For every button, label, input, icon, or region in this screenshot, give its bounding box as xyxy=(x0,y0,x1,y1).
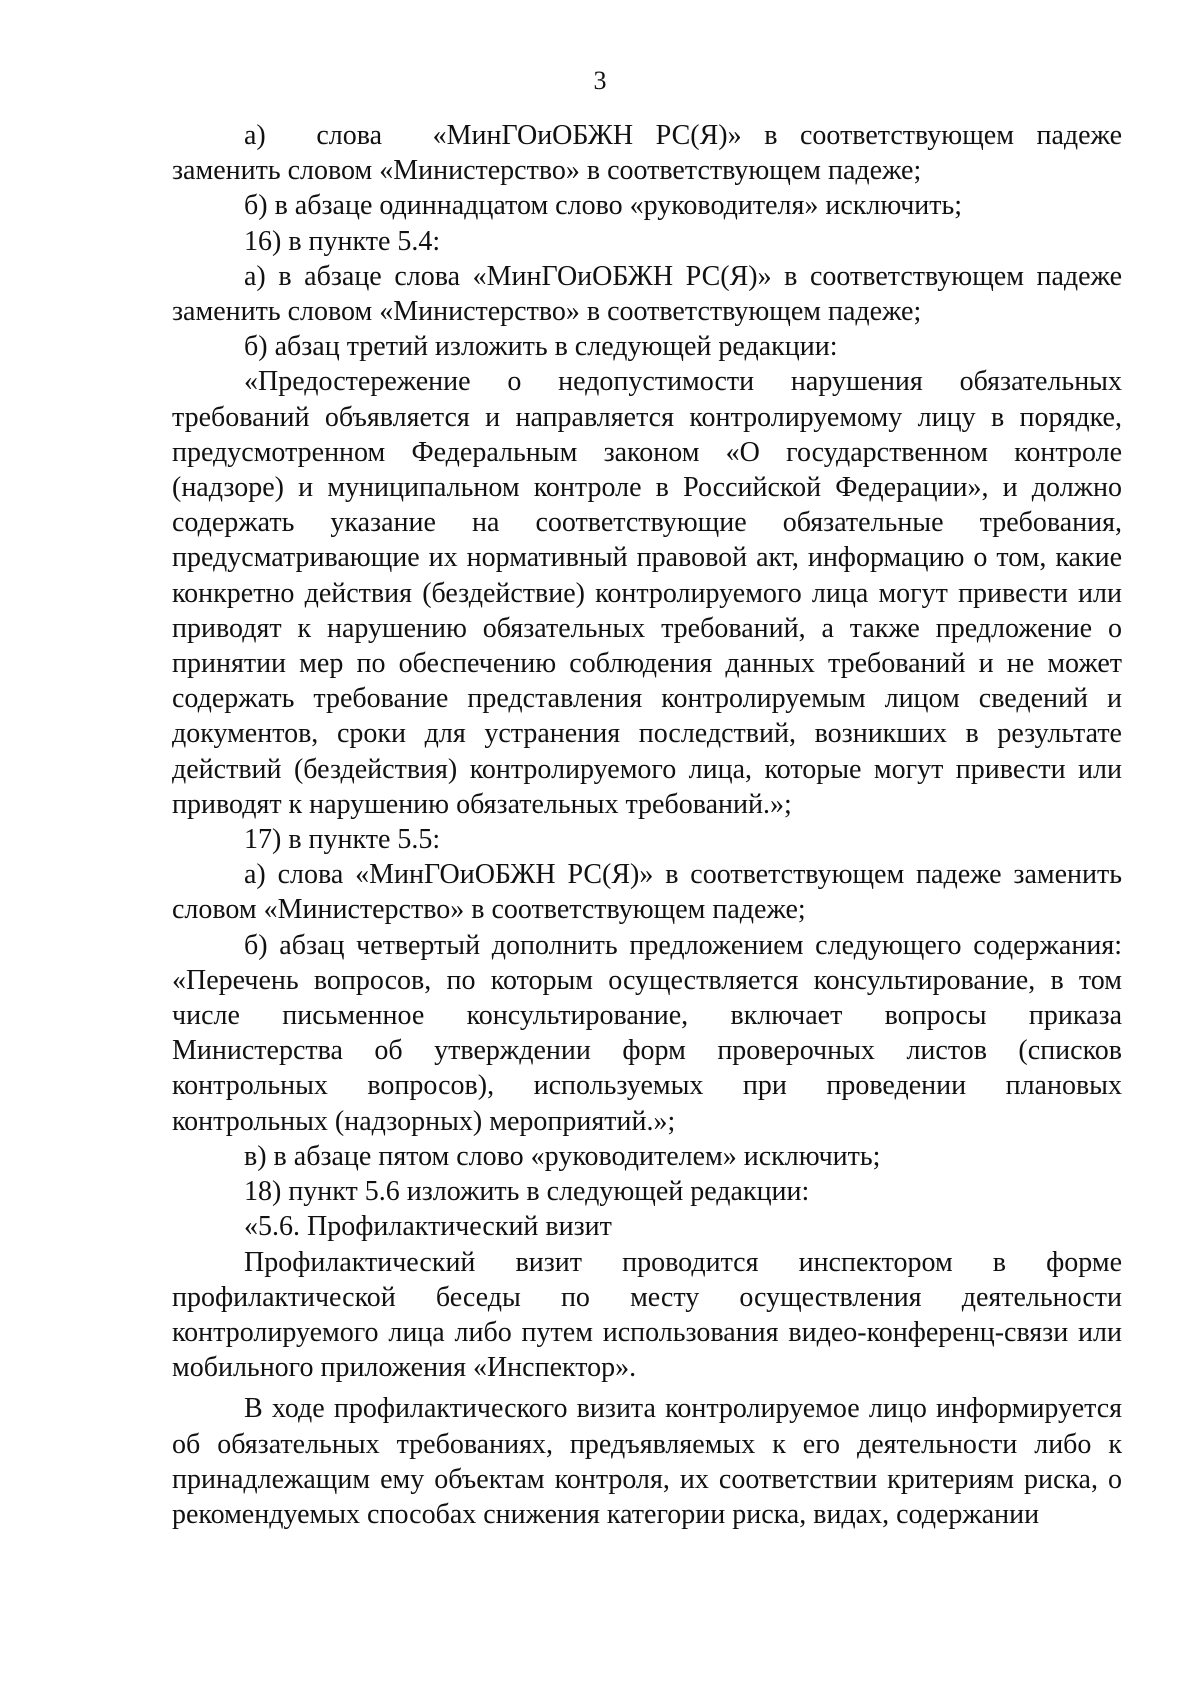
document-body xyxy=(172,118,1122,1532)
paragraph: «Предостережение о недопустимости нарушения обязательных требований объявляется и направляется контролируемому лицу в порядке, предусмотренном Федеральным законом «О государственном контроле (надзоре) и муниципальном контроле в Российской Федерации», и должно содержать указание на соответствующие обязательные требования, предусматривающие их нормативный правовой акт, информацию о том, какие конкретно действия (бездействие) контролируемого лица могут привести или приводят к нарушению обязательных требований, а также предложение о принятии мер по обеспечению соблюдения данных требований и не может содержать требование представления контролируемым лицом сведений и документов, сроки для устранения последствий, возникших в результате действий (бездействия) контролируемого лица, которые могут привести или приводят к нарушению обязательных требований.»; xyxy=(172,366,1122,820)
paragraph: в) в абзаце пятом слово «руководителем» исключить; xyxy=(244,1140,881,1172)
paragraph: б) абзац третий изложить в следующей редакции: xyxy=(244,331,838,363)
paragraph: б) в абзаце одиннадцатом слово «руководителя» исключить; xyxy=(244,190,963,222)
paragraph: 18) пункт 5.6 изложить в следующей редакции: xyxy=(244,1176,810,1208)
paragraph: а) слова «МинГОиОБЖН РС(Я)» в соответствующем падеже заменить словом «Министерство» в соответствующем падеже; xyxy=(172,859,1122,926)
paragraph: В ходе профилактического визита контролируемое лицо информируется об обязательных требованиях, предъявляемых к его деятельности либо к принадлежащим ему объектам контроля, их соответствии критериям риска, о рекомендуемых способах снижения категории риска, видах, содержании xyxy=(172,1393,1122,1530)
paragraph: а) в абзаце слова «МинГОиОБЖН РС(Я)» в соответствующем падеже заменить словом «Министерство» в соответствующем падеже; xyxy=(172,260,1122,328)
page-number: 3 xyxy=(593,66,607,95)
paragraph: «5.6. Профилактический визит xyxy=(244,1211,612,1243)
paragraph: 16) в пункте 5.4: xyxy=(244,225,441,257)
paragraph: 17) в пункте 5.5: xyxy=(244,824,441,856)
paragraph: б) абзац четвертый дополнить предложением следующего содержания: «Перечень вопросов, по которым осуществляется консультирование, в том числе письменное консультирование, включает вопросы приказа Министерства об утверждении форм проверочных листов (списков контрольных вопросов), используемых при проведении плановых контрольных (надзорных) мероприятий.»; xyxy=(172,929,1122,1137)
paragraph: Профилактический визит проводится инспектором в форме профилактической беседы по месту осуществления деятельности контролируемого лица либо путем использования видео-конференц-связи или мобильного приложения «Инспектор». xyxy=(172,1246,1122,1384)
paragraph: а) слова «МинГОиОБЖН РС(Я)» в соответствующем падеже заменить словом «Министерство» в соответствующем падеже; xyxy=(172,120,1122,187)
